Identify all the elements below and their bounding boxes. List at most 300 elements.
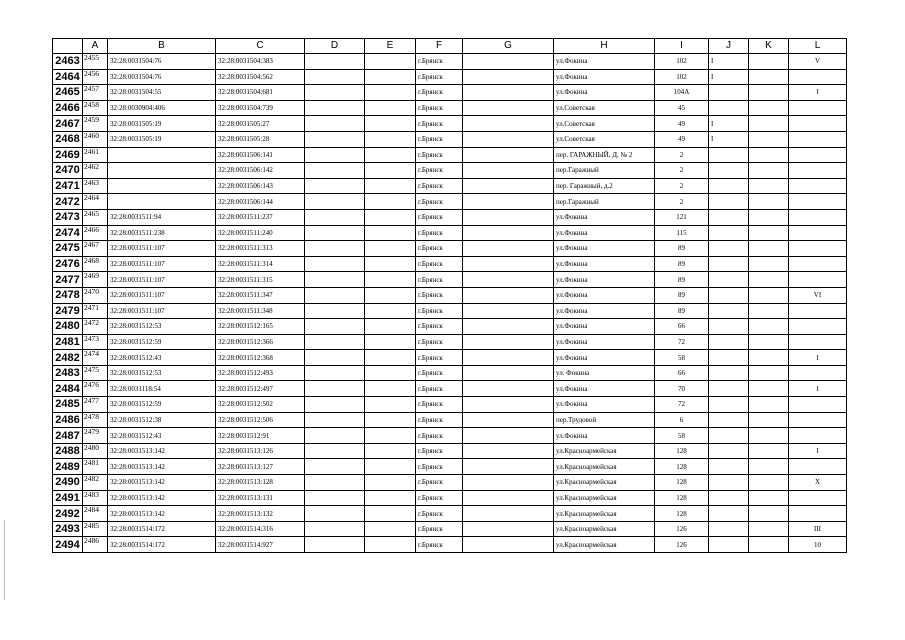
cell-c[interactable]: 32:28:0031512:506	[216, 412, 305, 428]
row-number[interactable]: 2483	[53, 365, 83, 381]
column-header-g[interactable]: G	[463, 39, 554, 54]
cell-g[interactable]	[463, 194, 554, 210]
cell-k[interactable]	[749, 443, 789, 459]
cell-h[interactable]: пер. ГАРАЖНЫЙ, Д. № 2	[554, 147, 655, 163]
cell-k[interactable]	[749, 475, 789, 491]
cell-g[interactable]	[463, 506, 554, 522]
cell-d[interactable]	[305, 428, 365, 444]
cell-i[interactable]: 115	[655, 225, 709, 241]
cell-d[interactable]	[305, 459, 365, 475]
cell-i[interactable]: 58	[655, 428, 709, 444]
cell-f[interactable]: г.Брянск	[416, 225, 463, 241]
cell-e[interactable]	[365, 397, 416, 413]
cell-f[interactable]: г.Брянск	[416, 209, 463, 225]
cell-d[interactable]	[305, 116, 365, 132]
cell-k[interactable]	[749, 319, 789, 335]
cell-f[interactable]: г.Брянск	[416, 131, 463, 147]
cell-b[interactable]: 32:28:0031511:107	[108, 256, 216, 272]
cell-e[interactable]	[365, 116, 416, 132]
cell-j[interactable]	[709, 272, 749, 288]
cell-c[interactable]: 32:28:0031514:316	[216, 521, 305, 537]
cell-l[interactable]	[789, 397, 847, 413]
cell-e[interactable]	[365, 303, 416, 319]
cell-k[interactable]	[749, 365, 789, 381]
column-header-b[interactable]: B	[108, 39, 216, 54]
cell-c[interactable]: 32:28:0031506:142	[216, 163, 305, 179]
cell-j[interactable]	[709, 85, 749, 101]
cell-b[interactable]: 32:28:0031511:107	[108, 303, 216, 319]
cell-g[interactable]	[463, 412, 554, 428]
cell-k[interactable]	[749, 256, 789, 272]
cell-g[interactable]	[463, 350, 554, 366]
cell-b[interactable]: 32:28:0031504:76	[108, 69, 216, 85]
cell-g[interactable]	[463, 303, 554, 319]
cell-b[interactable]: 32:28:0031511:94	[108, 209, 216, 225]
cell-a[interactable]: 2486	[83, 537, 108, 553]
cell-a[interactable]: 2467	[83, 241, 108, 257]
cell-g[interactable]	[463, 100, 554, 116]
cell-d[interactable]	[305, 365, 365, 381]
cell-j[interactable]	[709, 178, 749, 194]
cell-d[interactable]	[305, 334, 365, 350]
cell-d[interactable]	[305, 178, 365, 194]
cell-j[interactable]	[709, 412, 749, 428]
cell-k[interactable]	[749, 428, 789, 444]
cell-e[interactable]	[365, 381, 416, 397]
cell-c[interactable]: 32:28:0031511:237	[216, 209, 305, 225]
row-number[interactable]: 2480	[53, 319, 83, 335]
cell-d[interactable]	[305, 241, 365, 257]
column-header-c[interactable]: C	[216, 39, 305, 54]
cell-e[interactable]	[365, 131, 416, 147]
cell-g[interactable]	[463, 272, 554, 288]
column-header-l[interactable]: L	[789, 39, 847, 54]
cell-i[interactable]: 128	[655, 506, 709, 522]
cell-i[interactable]: 121	[655, 209, 709, 225]
cell-j[interactable]	[709, 459, 749, 475]
cell-e[interactable]	[365, 194, 416, 210]
cell-k[interactable]	[749, 490, 789, 506]
cell-l[interactable]	[789, 303, 847, 319]
cell-k[interactable]	[749, 209, 789, 225]
cell-j[interactable]	[709, 521, 749, 537]
cell-e[interactable]	[365, 443, 416, 459]
cell-f[interactable]: г.Брянск	[416, 459, 463, 475]
cell-d[interactable]	[305, 163, 365, 179]
cell-f[interactable]: г.Брянск	[416, 303, 463, 319]
row-number[interactable]: 2472	[53, 194, 83, 210]
row-number[interactable]: 2479	[53, 303, 83, 319]
cell-c[interactable]: 32:28:0031506:144	[216, 194, 305, 210]
cell-b[interactable]: 32:28:0031512:53	[108, 365, 216, 381]
cell-e[interactable]	[365, 365, 416, 381]
cell-f[interactable]: г.Брянск	[416, 54, 463, 70]
cell-c[interactable]: 32:28:0031505:28	[216, 131, 305, 147]
cell-b[interactable]: 32:28:0031514:172	[108, 537, 216, 553]
cell-f[interactable]: г.Брянск	[416, 241, 463, 257]
cell-l[interactable]: I	[789, 443, 847, 459]
cell-c[interactable]: 32:28:0031504:562	[216, 69, 305, 85]
cell-b[interactable]: 32:28:0030904:406	[108, 100, 216, 116]
cell-b[interactable]: 32:28:0031512:59	[108, 397, 216, 413]
cell-f[interactable]: г.Брянск	[416, 334, 463, 350]
cell-d[interactable]	[305, 194, 365, 210]
cell-e[interactable]	[365, 521, 416, 537]
cell-k[interactable]	[749, 272, 789, 288]
cell-e[interactable]	[365, 537, 416, 553]
cell-b[interactable]: 32:28:0031118:54	[108, 381, 216, 397]
cell-d[interactable]	[305, 397, 365, 413]
cell-j[interactable]: I	[709, 54, 749, 70]
cell-a[interactable]: 2483	[83, 490, 108, 506]
cell-a[interactable]: 2468	[83, 256, 108, 272]
row-number[interactable]: 2484	[53, 381, 83, 397]
cell-i[interactable]: 128	[655, 459, 709, 475]
cell-i[interactable]: 102	[655, 54, 709, 70]
cell-f[interactable]: г.Брянск	[416, 428, 463, 444]
cell-b[interactable]	[108, 147, 216, 163]
cell-l[interactable]	[789, 334, 847, 350]
cell-l[interactable]	[789, 428, 847, 444]
cell-d[interactable]	[305, 319, 365, 335]
cell-i[interactable]: 6	[655, 412, 709, 428]
cell-l[interactable]	[789, 147, 847, 163]
cell-d[interactable]	[305, 537, 365, 553]
cell-l[interactable]	[789, 256, 847, 272]
cell-h[interactable]: ул.Фокина	[554, 428, 655, 444]
cell-c[interactable]: 32:28:0031513:128	[216, 475, 305, 491]
cell-f[interactable]: г.Брянск	[416, 475, 463, 491]
cell-e[interactable]	[365, 350, 416, 366]
cell-h[interactable]: пер.Гаражный	[554, 163, 655, 179]
cell-d[interactable]	[305, 256, 365, 272]
cell-a[interactable]: 2471	[83, 303, 108, 319]
cell-l[interactable]: I	[789, 85, 847, 101]
cell-h[interactable]: ул.Фокина	[554, 256, 655, 272]
cell-j[interactable]: I	[709, 69, 749, 85]
cell-a[interactable]: 2460	[83, 131, 108, 147]
cell-c[interactable]: 32:28:0031511:240	[216, 225, 305, 241]
cell-c[interactable]: 32:28:0031504:383	[216, 54, 305, 70]
cell-l[interactable]	[789, 365, 847, 381]
cell-k[interactable]	[749, 334, 789, 350]
cell-c[interactable]: 32:28:0031511:348	[216, 303, 305, 319]
row-number[interactable]: 2470	[53, 163, 83, 179]
cell-d[interactable]	[305, 521, 365, 537]
cell-i[interactable]: 66	[655, 319, 709, 335]
cell-h[interactable]: ул.Красноармейская	[554, 537, 655, 553]
cell-f[interactable]: г.Брянск	[416, 506, 463, 522]
row-number[interactable]: 2485	[53, 397, 83, 413]
cell-b[interactable]	[108, 163, 216, 179]
cell-k[interactable]	[749, 194, 789, 210]
cell-b[interactable]: 32:28:0031512:59	[108, 334, 216, 350]
cell-l[interactable]	[789, 272, 847, 288]
cell-c[interactable]: 32:28:0031504:739	[216, 100, 305, 116]
cell-a[interactable]: 2469	[83, 272, 108, 288]
cell-d[interactable]	[305, 506, 365, 522]
cell-c[interactable]: 32:28:0031514:927	[216, 537, 305, 553]
column-header-f[interactable]: F	[416, 39, 463, 54]
cell-e[interactable]	[365, 100, 416, 116]
cell-d[interactable]	[305, 147, 365, 163]
cell-l[interactable]	[789, 163, 847, 179]
column-header-e[interactable]: E	[365, 39, 416, 54]
cell-i[interactable]: 102	[655, 69, 709, 85]
cell-k[interactable]	[749, 350, 789, 366]
cell-i[interactable]: 45	[655, 100, 709, 116]
cell-k[interactable]	[749, 225, 789, 241]
cell-b[interactable]: 32:28:0031504:76	[108, 54, 216, 70]
cell-e[interactable]	[365, 69, 416, 85]
cell-c[interactable]: 32:28:0031511:314	[216, 256, 305, 272]
cell-a[interactable]: 2474	[83, 350, 108, 366]
cell-c[interactable]: 32:28:0031512:502	[216, 397, 305, 413]
cell-i[interactable]: 126	[655, 521, 709, 537]
cell-j[interactable]	[709, 350, 749, 366]
cell-i[interactable]: 70	[655, 381, 709, 397]
cell-h[interactable]: ул.Красноармейская	[554, 490, 655, 506]
cell-c[interactable]: 32:28:0031513:132	[216, 506, 305, 522]
cell-g[interactable]	[463, 209, 554, 225]
cell-c[interactable]: 32:28:0031512:91	[216, 428, 305, 444]
cell-e[interactable]	[365, 272, 416, 288]
cell-h[interactable]: ул.Фокина	[554, 85, 655, 101]
cell-k[interactable]	[749, 116, 789, 132]
row-number[interactable]: 2487	[53, 428, 83, 444]
row-number[interactable]: 2463	[53, 54, 83, 70]
cell-j[interactable]	[709, 209, 749, 225]
cell-d[interactable]	[305, 209, 365, 225]
cell-h[interactable]: ул.Фокина	[554, 69, 655, 85]
cell-e[interactable]	[365, 490, 416, 506]
cell-f[interactable]: г.Брянск	[416, 412, 463, 428]
row-number[interactable]: 2468	[53, 131, 83, 147]
cell-j[interactable]	[709, 225, 749, 241]
cell-k[interactable]	[749, 163, 789, 179]
cell-j[interactable]	[709, 319, 749, 335]
cell-g[interactable]	[463, 521, 554, 537]
cell-a[interactable]: 2484	[83, 506, 108, 522]
cell-c[interactable]: 32:28:0031504:681	[216, 85, 305, 101]
cell-g[interactable]	[463, 475, 554, 491]
cell-i[interactable]: 58	[655, 350, 709, 366]
cell-a[interactable]: 2475	[83, 365, 108, 381]
cell-d[interactable]	[305, 225, 365, 241]
cell-a[interactable]: 2458	[83, 100, 108, 116]
cell-d[interactable]	[305, 381, 365, 397]
cell-a[interactable]: 2465	[83, 209, 108, 225]
cell-k[interactable]	[749, 85, 789, 101]
cell-i[interactable]: 89	[655, 241, 709, 257]
row-number[interactable]: 2493	[53, 521, 83, 537]
cell-e[interactable]	[365, 459, 416, 475]
row-number[interactable]: 2477	[53, 272, 83, 288]
cell-i[interactable]: 104А	[655, 85, 709, 101]
cell-k[interactable]	[749, 412, 789, 428]
cell-i[interactable]: 89	[655, 256, 709, 272]
cell-g[interactable]	[463, 241, 554, 257]
row-number[interactable]: 2489	[53, 459, 83, 475]
cell-f[interactable]: г.Брянск	[416, 147, 463, 163]
cell-d[interactable]	[305, 490, 365, 506]
cell-l[interactable]: I	[789, 350, 847, 366]
cell-g[interactable]	[463, 319, 554, 335]
cell-l[interactable]	[789, 209, 847, 225]
cell-a[interactable]: 2456	[83, 69, 108, 85]
cell-l[interactable]	[789, 194, 847, 210]
cell-e[interactable]	[365, 475, 416, 491]
cell-i[interactable]: 128	[655, 490, 709, 506]
cell-j[interactable]	[709, 287, 749, 303]
cell-b[interactable]: 32:28:0031512:43	[108, 350, 216, 366]
cell-e[interactable]	[365, 334, 416, 350]
cell-h[interactable]: пер.Трудовой	[554, 412, 655, 428]
cell-a[interactable]: 2457	[83, 85, 108, 101]
cell-i[interactable]: 2	[655, 163, 709, 179]
cell-l[interactable]: V	[789, 54, 847, 70]
cell-j[interactable]	[709, 365, 749, 381]
cell-d[interactable]	[305, 350, 365, 366]
cell-b[interactable]: 32:28:0031512:38	[108, 412, 216, 428]
cell-g[interactable]	[463, 334, 554, 350]
row-number[interactable]: 2465	[53, 85, 83, 101]
cell-l[interactable]	[789, 241, 847, 257]
cell-f[interactable]: г.Брянск	[416, 178, 463, 194]
cell-e[interactable]	[365, 506, 416, 522]
cell-g[interactable]	[463, 131, 554, 147]
cell-i[interactable]: 49	[655, 131, 709, 147]
cell-a[interactable]: 2485	[83, 521, 108, 537]
cell-k[interactable]	[749, 303, 789, 319]
cell-h[interactable]: ул.Красноармейская	[554, 521, 655, 537]
cell-j[interactable]	[709, 334, 749, 350]
cell-d[interactable]	[305, 303, 365, 319]
cell-e[interactable]	[365, 85, 416, 101]
cell-j[interactable]	[709, 490, 749, 506]
cell-f[interactable]: г.Брянск	[416, 256, 463, 272]
cell-f[interactable]: г.Брянск	[416, 490, 463, 506]
cell-l[interactable]	[789, 69, 847, 85]
cell-h[interactable]: ул.Фокина	[554, 381, 655, 397]
cell-g[interactable]	[463, 116, 554, 132]
cell-c[interactable]: 32:28:0031511:313	[216, 241, 305, 257]
cell-a[interactable]: 2472	[83, 319, 108, 335]
cell-c[interactable]: 32:28:0031513:126	[216, 443, 305, 459]
cell-j[interactable]: I	[709, 131, 749, 147]
cell-g[interactable]	[463, 147, 554, 163]
row-number[interactable]: 2475	[53, 241, 83, 257]
cell-i[interactable]: 72	[655, 397, 709, 413]
cell-j[interactable]	[709, 163, 749, 179]
cell-d[interactable]	[305, 412, 365, 428]
cell-k[interactable]	[749, 178, 789, 194]
cell-a[interactable]: 2479	[83, 428, 108, 444]
cell-i[interactable]: 49	[655, 116, 709, 132]
cell-h[interactable]: ул.Фокина	[554, 397, 655, 413]
cell-g[interactable]	[463, 381, 554, 397]
cell-h[interactable]: ул.Фокина	[554, 209, 655, 225]
cell-h[interactable]: ул.Фокина	[554, 303, 655, 319]
row-number[interactable]: 2482	[53, 350, 83, 366]
cell-a[interactable]: 2470	[83, 287, 108, 303]
cell-k[interactable]	[749, 381, 789, 397]
cell-c[interactable]: 32:28:0031513:131	[216, 490, 305, 506]
row-number[interactable]: 2467	[53, 116, 83, 132]
cell-b[interactable]: 32:28:0031513:142	[108, 475, 216, 491]
cell-b[interactable]: 32:28:0031512:43	[108, 428, 216, 444]
cell-k[interactable]	[749, 506, 789, 522]
cell-f[interactable]: г.Брянск	[416, 69, 463, 85]
cell-h[interactable]: ул.Фокина	[554, 54, 655, 70]
cell-j[interactable]	[709, 381, 749, 397]
cell-c[interactable]: 32:28:0031505:27	[216, 116, 305, 132]
row-number[interactable]: 2492	[53, 506, 83, 522]
cell-l[interactable]: X	[789, 475, 847, 491]
row-number[interactable]: 2478	[53, 287, 83, 303]
cell-j[interactable]	[709, 475, 749, 491]
cell-l[interactable]: 10	[789, 537, 847, 553]
cell-l[interactable]	[789, 506, 847, 522]
cell-b[interactable]: 32:28:0031514:172	[108, 521, 216, 537]
cell-c[interactable]: 32:28:0031512:497	[216, 381, 305, 397]
cell-l[interactable]	[789, 225, 847, 241]
cell-g[interactable]	[463, 365, 554, 381]
cell-i[interactable]: 72	[655, 334, 709, 350]
cell-h[interactable]: ул.Фокина	[554, 225, 655, 241]
cell-f[interactable]: г.Брянск	[416, 443, 463, 459]
cell-d[interactable]	[305, 100, 365, 116]
cell-f[interactable]: г.Брянск	[416, 319, 463, 335]
cell-e[interactable]	[365, 319, 416, 335]
cell-j[interactable]	[709, 194, 749, 210]
cell-j[interactable]	[709, 506, 749, 522]
cell-f[interactable]: г.Брянск	[416, 100, 463, 116]
column-header-i[interactable]: I	[655, 39, 709, 54]
cell-g[interactable]	[463, 397, 554, 413]
cell-g[interactable]	[463, 225, 554, 241]
row-number[interactable]: 2488	[53, 443, 83, 459]
row-number[interactable]: 2473	[53, 209, 83, 225]
cell-k[interactable]	[749, 69, 789, 85]
cell-k[interactable]	[749, 521, 789, 537]
cell-a[interactable]: 2466	[83, 225, 108, 241]
cell-f[interactable]: г.Брянск	[416, 381, 463, 397]
column-header-h[interactable]: H	[554, 39, 655, 54]
cell-a[interactable]: 2455	[83, 54, 108, 70]
cell-b[interactable]: 32:28:0031513:142	[108, 506, 216, 522]
cell-a[interactable]: 2464	[83, 194, 108, 210]
cell-d[interactable]	[305, 131, 365, 147]
cell-g[interactable]	[463, 69, 554, 85]
cell-j[interactable]	[709, 428, 749, 444]
cell-i[interactable]: 89	[655, 303, 709, 319]
cell-k[interactable]	[749, 287, 789, 303]
cell-f[interactable]: г.Брянск	[416, 350, 463, 366]
cell-e[interactable]	[365, 209, 416, 225]
cell-g[interactable]	[463, 428, 554, 444]
cell-e[interactable]	[365, 147, 416, 163]
cell-b[interactable]: 32:28:0031513:142	[108, 443, 216, 459]
cell-e[interactable]	[365, 428, 416, 444]
cell-h[interactable]: ул.Советская	[554, 116, 655, 132]
cell-f[interactable]: г.Брянск	[416, 397, 463, 413]
cell-g[interactable]	[463, 490, 554, 506]
cell-l[interactable]	[789, 131, 847, 147]
cell-a[interactable]: 2473	[83, 334, 108, 350]
cell-f[interactable]: г.Брянск	[416, 537, 463, 553]
row-number[interactable]: 2471	[53, 178, 83, 194]
